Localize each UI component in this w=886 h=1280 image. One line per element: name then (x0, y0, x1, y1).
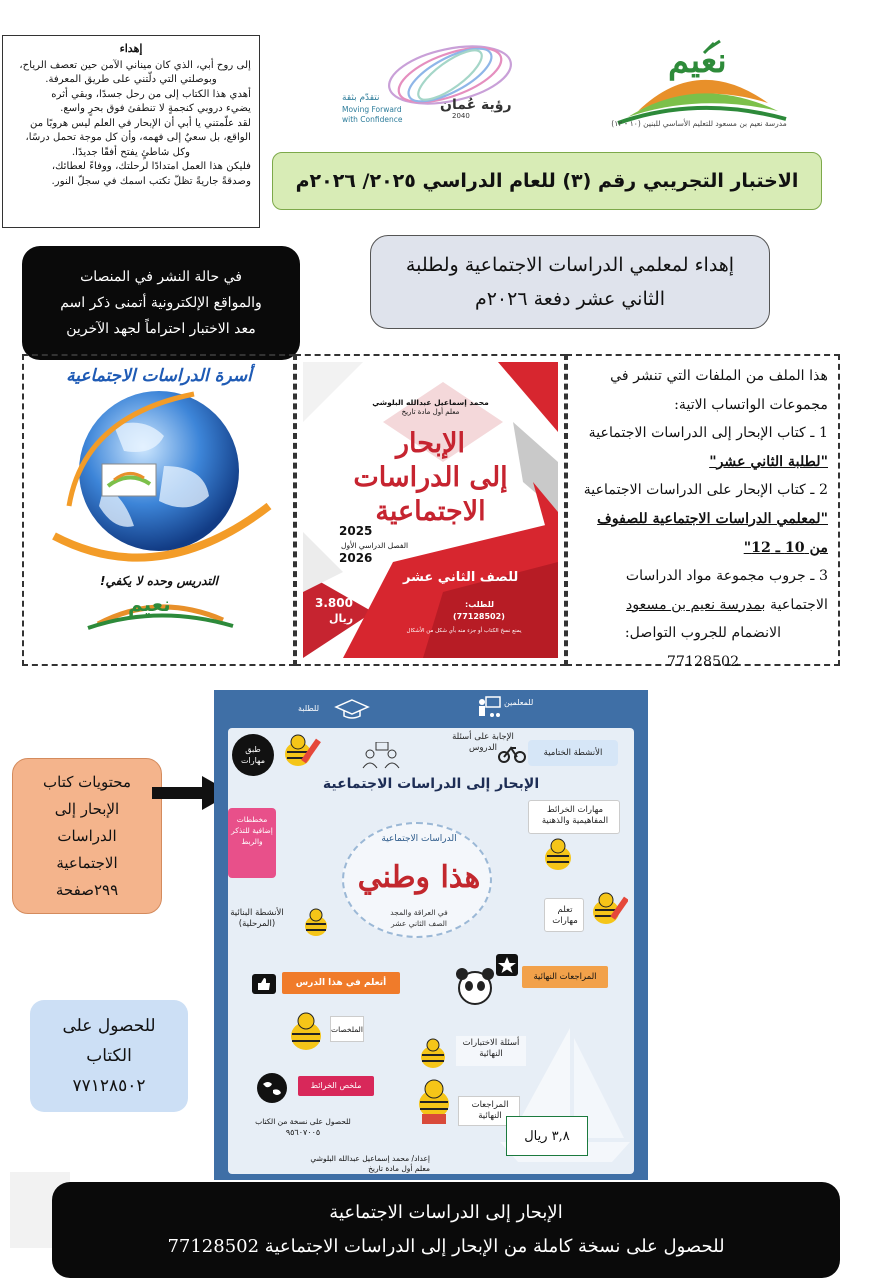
cover-notice: يمنع نسخ الكتاب أو جزء منه بأي شكل من الأشكال (406, 628, 522, 634)
cover-currency: ريال (329, 612, 354, 625)
bee-reading-icon (536, 836, 580, 876)
school-logo (558, 33, 840, 133)
teacher-board-icon (476, 694, 502, 720)
cover-semester: الفصل الدراسي الأول (341, 541, 409, 550)
extra-charts-item: مخططات إضافية للتذكر والربط (228, 808, 276, 878)
footer-line-2: للحصول على نسخة كاملة من الإبحار إلى الدراسات الاجتماعية 77128502 (167, 1236, 725, 1257)
get-book-phone: ٧٧١٢٨٥٠٢ (72, 1076, 146, 1096)
oman-vision-logo (340, 35, 545, 130)
cover-year-2: 2026 (339, 551, 373, 565)
groups-item-2-text: 2 ـ كتاب الإبحار على الدراسات الاجتماعية (583, 482, 828, 499)
social-studies-family-panel (22, 354, 295, 666)
infographic-canvas (228, 728, 634, 1174)
map-skills-item (528, 800, 620, 834)
centre-title: هذا وطني (357, 860, 481, 895)
dedication-line: وكل شاطئٍ يفتح أفقًا جديدًا. (71, 146, 191, 158)
centre-grade: الصف الثاني عشر (391, 919, 447, 928)
centre-subject: الدراسات الاجتماعية (381, 834, 457, 844)
globe-icon (44, 386, 274, 576)
publish-note-line: في حالة النشر في المنصات (80, 269, 242, 285)
family-logo-name: نعيم (128, 592, 171, 616)
book-cover (303, 362, 558, 658)
groups-item-1-emphasis: "لطلبة الثاني عشر" (709, 453, 828, 470)
school-logo-caption: مدرسة نعيم بن مسعود للتعليم الأساسي للبنين (١٠ - ١٢) (611, 119, 787, 128)
info-prepared: إعداد/ محمد إسماعيل عبدالله البلوشي (310, 1154, 430, 1163)
get-book-line: للحصول على (62, 1016, 156, 1036)
dedication-line: وبوصلتي التي دلّتني على طريق المعرفة. (45, 74, 217, 85)
groups-phone: 77128502 (666, 653, 740, 670)
vision-arabic: رؤية عُمان (440, 97, 512, 113)
footer-line-1: الإبحار إلى الدراسات الاجتماعية (329, 1202, 563, 1223)
family-motto: التدريس وحده لا يكفي! (99, 574, 219, 588)
intro-line-1: إهداء لمعلمي الدراسات الاجتماعية ولطلبة (405, 254, 735, 276)
groups-item-2-emphasis: "لمعلمي الدراسات الاجتماعية للصفوف من 10 ـ 12" (597, 510, 828, 556)
people-discussion-icon (360, 742, 404, 772)
whatsapp-groups-panel (566, 354, 840, 670)
summaries-item: الملخصات (330, 1016, 364, 1042)
groups-item-3-text: 3 ـ جروب مجموعة مواد الدراسات الاجتماعية (625, 568, 828, 613)
bee-reading-icon (410, 1078, 458, 1128)
cover-order-label: للطلب: (465, 600, 494, 609)
cover-author: محمد إسماعيل عبدالله البلوشي (372, 398, 489, 407)
groups-join: الانضمام للجروب التواصل: (624, 625, 782, 642)
vision-year: 2040 (452, 112, 470, 120)
intro-box (370, 235, 770, 329)
groups-item-2 (578, 476, 828, 562)
thumbs-up-icon (252, 974, 276, 994)
family-school-logo (68, 592, 253, 632)
panda-icon (450, 964, 500, 1008)
learn-lesson-item: أتعلم في هذا الدرس (282, 972, 400, 994)
info-students-label: للطلبة (298, 704, 319, 713)
copy-phone: ٩٥٦٠٧٠٠٥ (285, 1128, 321, 1137)
dedication-line: فليكن هذا العمل امتدادًا لرحلتك، ووفاءً لعطائك، (51, 161, 251, 172)
dedication-line: وصدقةً جاريةً تظلّ تكتب اسمك في سجلّ النور. (51, 175, 251, 187)
footer-banner (52, 1182, 840, 1278)
school-logo-name: نعيم (668, 41, 727, 81)
get-book-box (30, 1000, 188, 1112)
centre-badge (342, 822, 492, 938)
dedication-line: لقد علّمتني يا أبي أن الإبحار في العلم ليس هروبًا من (29, 117, 251, 129)
contents-line: الدراسات (57, 826, 117, 845)
info-price: ٣,٨ ريال (506, 1116, 588, 1156)
contents-line: محتويات كتاب (43, 772, 131, 791)
skills-apply-badge: طبق مهارات (232, 734, 274, 776)
vision-slogan-en-2: with Confidence (342, 115, 403, 124)
info-prepared-role: معلم أول مادة تاريخ (368, 1164, 430, 1173)
cover-title-2: إلى الدراسات (353, 462, 508, 493)
map-skills-label: مهارات الخرائط المفاهيمية والذهنية (541, 805, 609, 826)
world-map-icon (256, 1072, 288, 1104)
contents-line: الاجتماعية (56, 853, 118, 872)
cover-price: 3.800 (315, 596, 353, 610)
bee-icon (414, 1036, 452, 1072)
contents-line: الإبحار إلى (54, 799, 120, 818)
contents-pages: ٢٩٩صفحة (55, 880, 119, 899)
groups-item-1 (578, 419, 828, 476)
vision-slogan-en-1: Moving Forward (342, 105, 402, 114)
publish-note-line: معد الاختبار احتراماً لجهد الآخرين (66, 321, 256, 337)
final-activities-label: الأنشطة الختامية (543, 748, 603, 758)
final-review-item: المراجعات النهائية (522, 966, 608, 988)
bicycle-icon (498, 742, 526, 764)
dedication-line: أهدي هذا الكتاب إلى من رحل جسدًا، وبقي أثره (51, 88, 251, 100)
learn-skills-item (544, 898, 584, 932)
maps-summary-item: ملخص الخرائط (298, 1076, 374, 1096)
groups-item-3 (578, 562, 828, 619)
copy-note: للحصول على نسخة من الكتاب (255, 1117, 351, 1126)
publish-note-line: والمواقع الإلكترونية أتمنى ذكر اسم (60, 295, 262, 311)
dedication-title: إهداء (119, 42, 143, 55)
final-tests-label: أسئلة الاختبارات النهائية (462, 1038, 520, 1059)
exam-title-banner: الاختبار التجريبي رقم (٣) للعام الدراسي ٢٠٢٥/ ٢٠٢٦م (272, 152, 822, 210)
dedication-box (2, 35, 260, 228)
groups-intro: هذا الملف من الملفات التي تنشر في مجموعات الواتساب الاتية: (610, 368, 828, 413)
groups-item-3-emphasis: بمدرسة نعيم بن مسعود (626, 596, 766, 613)
cover-title-3: الاجتماعية (375, 496, 486, 527)
centre-sub: في العراقة والمجد (390, 908, 448, 917)
cover-grade: للصف الثاني عشر (403, 570, 519, 585)
structural-activities-label: الأنشطة البنائية (المرحلية) (230, 908, 284, 929)
dedication-line: إلى روح أبي، الذي كان ميناني الآمن حين تعصف الرياح، (19, 59, 251, 71)
bee-pencil-icon (278, 732, 324, 772)
graduation-cap-icon (334, 698, 370, 720)
get-book-line: الكتاب (86, 1046, 132, 1066)
groups-item-1-text: 1 ـ كتاب الإبحار إلى الدراسات الاجتماعية (588, 425, 828, 442)
bee-icon (298, 906, 334, 940)
family-title: أسرة الدراسات الاجتماعية (66, 366, 252, 386)
book-contents-infographic (214, 690, 648, 1180)
cover-year-1: 2025 (339, 524, 373, 538)
book-cover-panel (295, 354, 566, 666)
final-review-2-label: المراجعات النهائية (471, 1100, 509, 1121)
final-activities-item (528, 740, 618, 766)
bee-pencil-icon (586, 890, 628, 930)
cover-author-role: معلم أول مادة تاريخ (401, 408, 460, 416)
answers-label: الإجابة على أسئلة الدروس (452, 732, 514, 753)
info-teachers-label: للمعلمين (504, 698, 534, 707)
dedication-line: الواقع، بل سعيٌ إلى فهمه، وأن كل موجة تحمل درسًا، (25, 132, 251, 143)
intro-line-2: الثاني عشر دفعة ٢٠٢٦م (474, 288, 666, 310)
info-book-title: الإبحار إلى الدراسات الاجتماعية (322, 776, 540, 792)
dedication-line: يضيء دروبي كنجمةٍ لا تنطفئ فوق بحرٍ واسع. (60, 103, 251, 114)
book-contents-box (12, 758, 162, 914)
vision-slogan-ar: نتقدّم بثقة (342, 93, 380, 103)
publish-note (22, 246, 300, 360)
learn-skills-label: تعلم مهارات (552, 905, 578, 926)
cover-title-1: الإبحار (395, 428, 466, 459)
bee-icon (282, 1010, 330, 1056)
cover-order-phone: (77128502) (453, 612, 505, 621)
structural-activities-item (230, 904, 284, 952)
star-icon (496, 954, 518, 976)
